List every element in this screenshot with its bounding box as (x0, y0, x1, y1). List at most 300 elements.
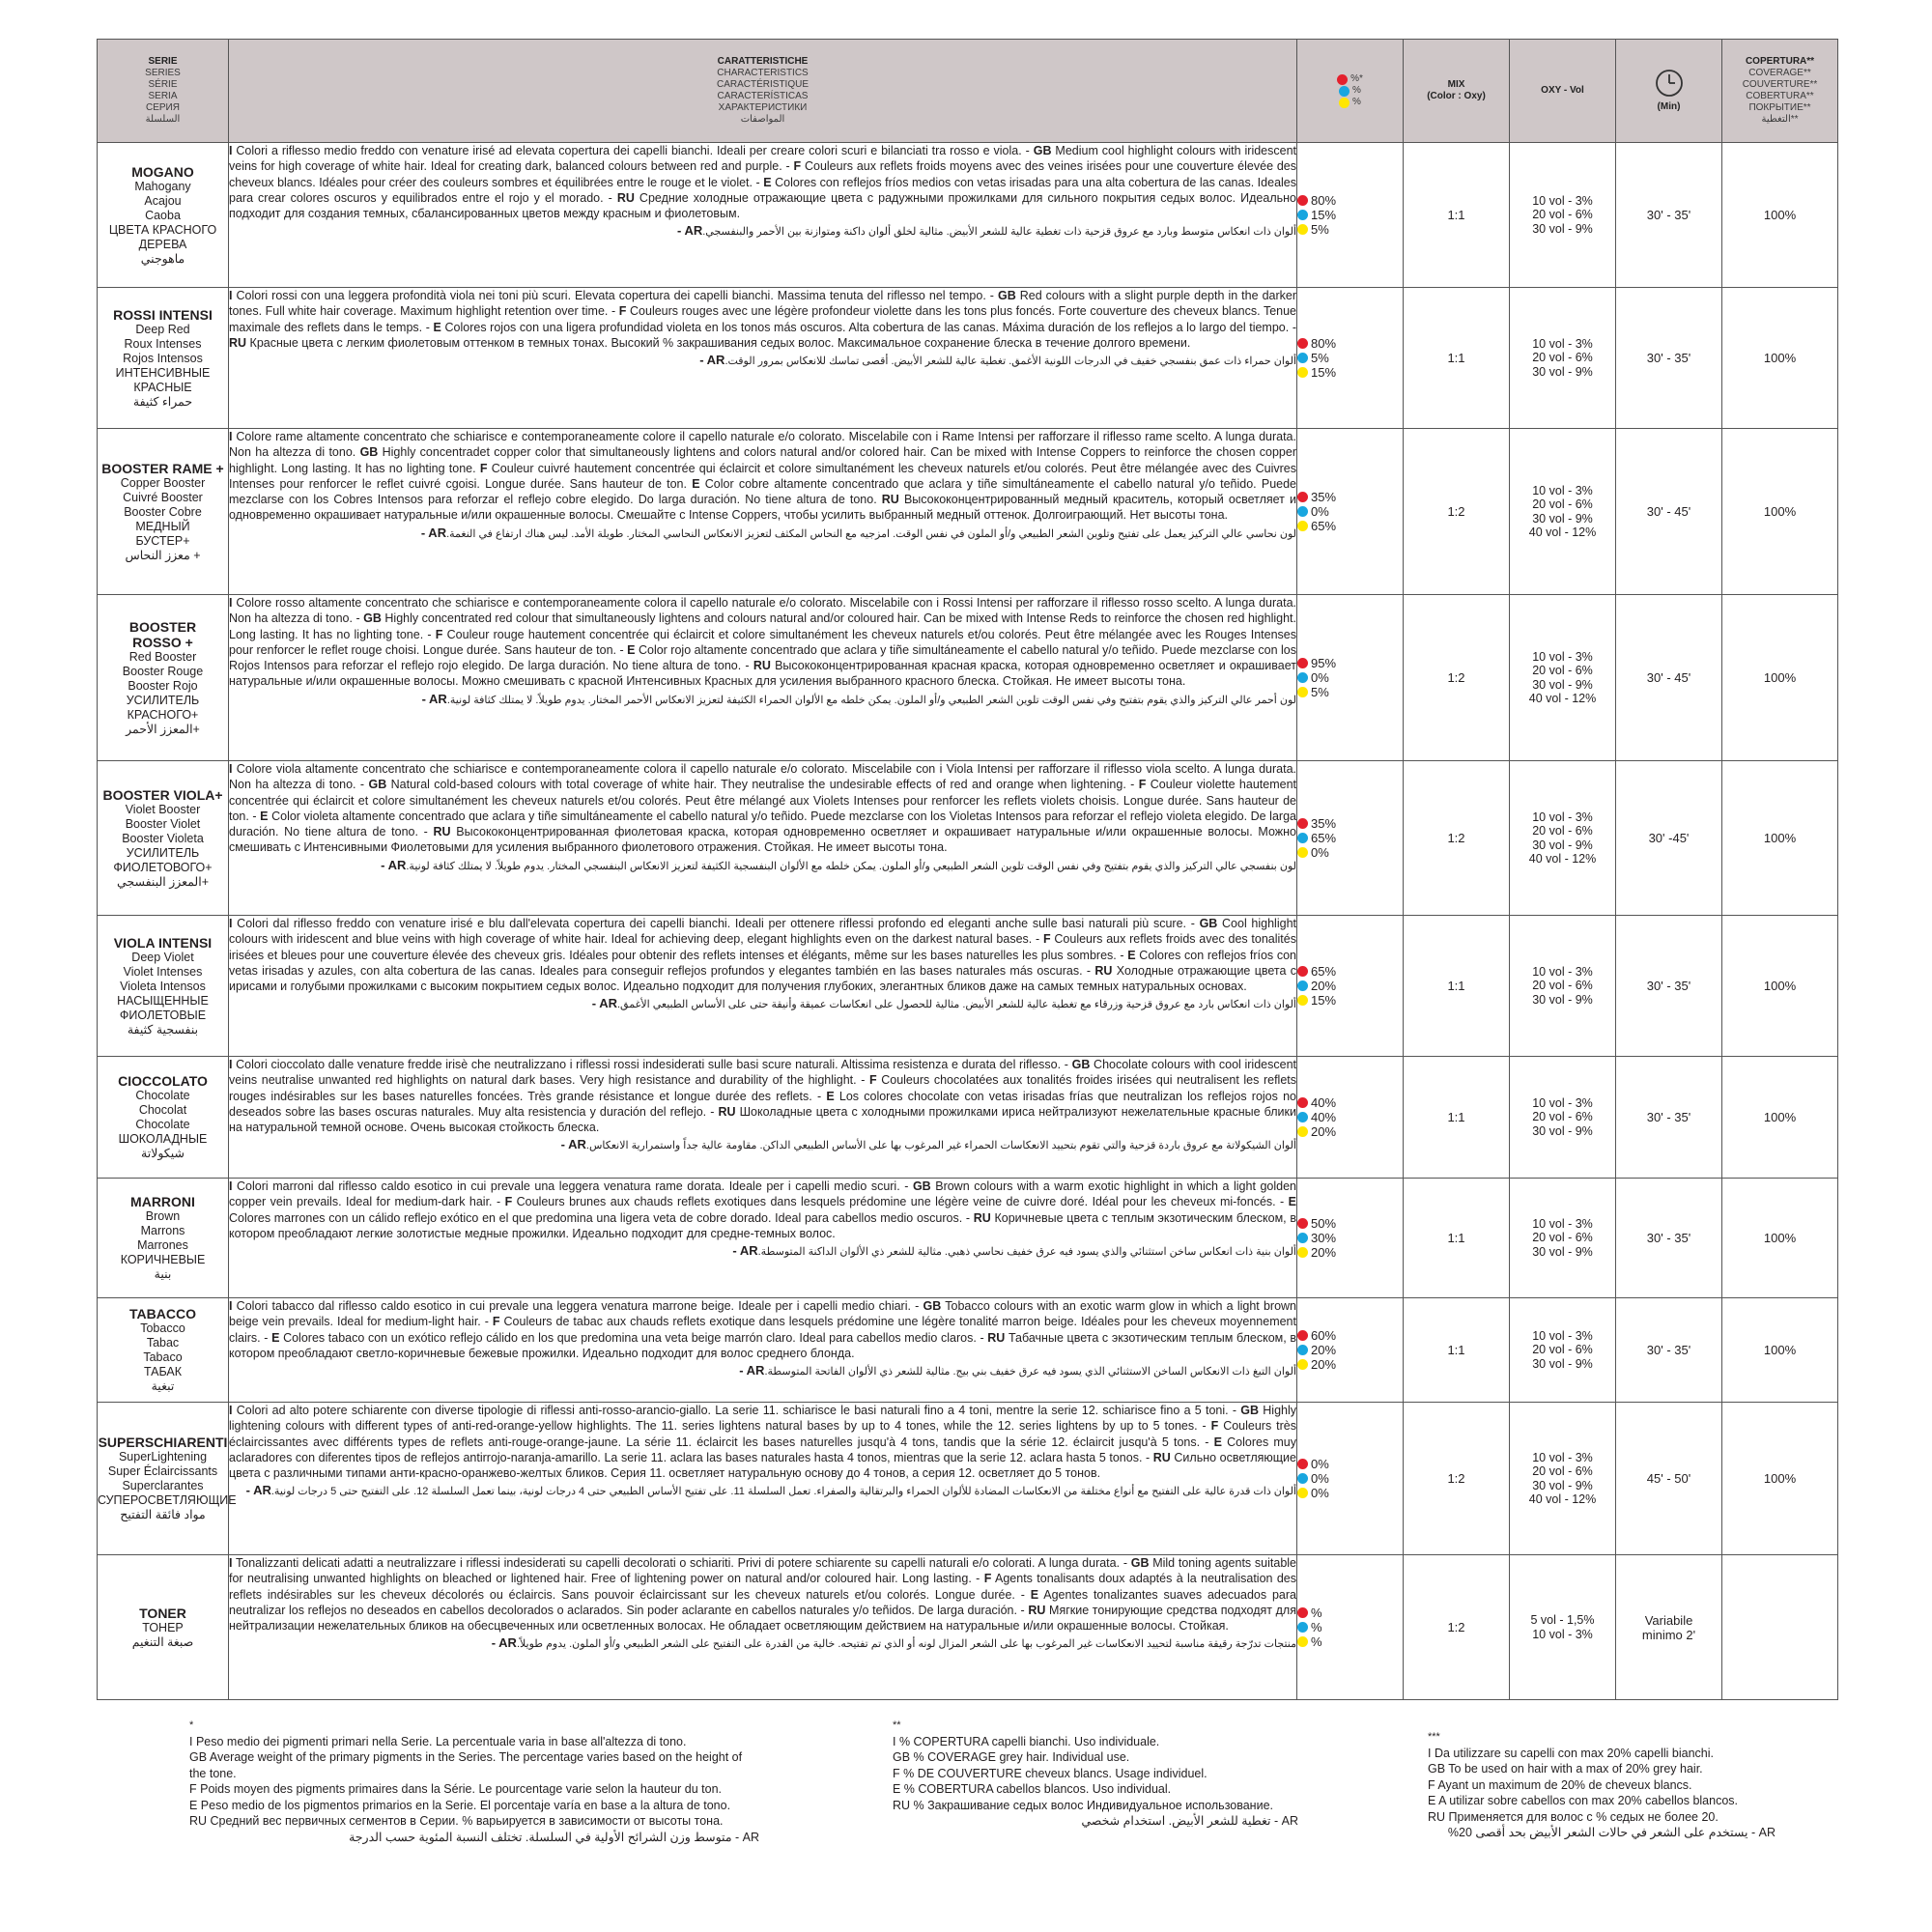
pigment-pct-value: 40% (1311, 1110, 1337, 1124)
table-row (98, 761, 1838, 916)
series-name-cell (98, 1555, 229, 1700)
pigment-pct-cell (1297, 1057, 1404, 1179)
arabic-description: ألوان ذات انعكاس بارد مع عروق قزحية وزرقاء مع تغطية عالية للشعر الأبيض. مثالية للحصول على انعكاسات عميقة وأنيقة حتى على الأساس الطبيعي الأغمق. (617, 999, 1296, 1011)
table-row (98, 1403, 1838, 1555)
oxy-volume: 20 vol - 6% (1532, 208, 1593, 222)
table-row (98, 916, 1838, 1057)
arabic-label: - AR (732, 1243, 758, 1259)
arabic-label: - AR (381, 857, 407, 872)
series-alias: ДЕРЕВА (138, 237, 187, 251)
yellow-dot-icon (1297, 521, 1308, 531)
coverage-value: 100% (1722, 429, 1838, 595)
oxy-volumes-cell (1510, 429, 1616, 595)
arabic-description: لون أحمر عالي التركيز والذي يقوم بتفتيح وفي نفس الوقت تلوين الشعر الطبيعي و/أو الملون. يمكن خلطه مع الألوان الحمراء الكثيفة لتعزيز الانعكاس الأحمر المختار. يدوم طويلاً. لا يمتلك كثافة لونية. (446, 694, 1296, 706)
oxy-volume: 10 vol - 3% (1532, 964, 1593, 979)
processing-time: 30' - 35' (1616, 1057, 1722, 1179)
series-alias: Deep Red (135, 322, 190, 336)
processing-time: 30' - 45' (1616, 429, 1722, 595)
arabic-label: - AR (560, 1137, 586, 1152)
pigment-pct-value: 0% (1311, 504, 1329, 519)
mix-ratio: 1:1 (1404, 1057, 1510, 1179)
series-name: CIOCCOLATO (118, 1073, 208, 1089)
arabic-text (229, 1484, 1296, 1498)
series-alias: КОРИЧНЕВЫЕ (120, 1253, 206, 1266)
series-alias: СУПЕРОСВЕТЛЯЮЩИЕ (98, 1493, 237, 1507)
header-serie: SERIE SERIES SÉRIE SERIA СЕРИЯ السلسلة (98, 40, 229, 143)
cyan-dot-icon (1297, 833, 1308, 843)
mix-ratio: 1:1 (1404, 143, 1510, 288)
mix-ratio: 1:2 (1404, 1555, 1510, 1700)
oxy-volume: 10 vol - 3% (1532, 1216, 1593, 1231)
pigment-pct-value: 50% (1311, 1216, 1337, 1231)
red-dot-icon (1297, 1459, 1308, 1469)
coverage-value: 100% (1722, 916, 1838, 1057)
mix-ratio: 1:1 (1404, 1298, 1510, 1403)
characteristics-cell (229, 1555, 1297, 1700)
series-name: TABACCO (129, 1306, 196, 1321)
series-alias: ШОКОЛАДНЫЕ (118, 1132, 208, 1146)
series-alias: МЕДНЫЙ (135, 519, 190, 533)
arabic-description: ألوان ذات قدرة عالية على التفتيح مع أنواع مختلفة من الانعكاسات المضادة للألوان الحمراء والبرتقالية والصفراء. تعمل السلسلة 11. على تفتيح الأساس الطبيعي حتى 4 درجات لونية، بينما تعمل السلسلة 12. على التفتيح حتى 5 درجات لونية. (270, 1486, 1296, 1498)
characteristics-text: I Colore viola altamente concentrato che schiarisce e contemporaneamente colora il capello naturale e/o colorato. Miscelabile con i Viola Intensi per rafforzare il riflesso viola scelto. A lunga durata. Non ha altezza di tono. - GB Natural cold-based colours with total coverage of white hair. They neutralise the undesirable effects of red and orange when lightening. - F Couleur violette hautement concentrée qui éclaircit et colore simultanément les cheveux naturels et/ou colorés. Peut être mélangé aux Violets Intenses pour renforcer les reflets violets choisis. Longue durée. Sans hauteur de ton. - E Color violeta altamente concentrado que aclara y tiñe simultáneamente el cabello natural y/o teñido. Puede mezclarse con los Violetas Intensos para reforzar el reflejo violeta elegido. De larga duración. No tiene altura de tono. - RU Высококонцентрированная фиолетовая краска, которая одновременно осветляет и окрашивает натуральные и/или окрашенные волосы. Можно смешивать с Интенсивными Фиолетовыми для усиления выбранного фиолетового отражения. Стойкая. Не имеет высоты тона. (229, 762, 1296, 855)
processing-time: 30' - 35' (1616, 916, 1722, 1057)
series-name: BOOSTER RAME + (101, 460, 224, 476)
oxy-volume: 10 vol - 3% (1532, 336, 1593, 351)
oxy-volume: 5 vol - 1,5% (1530, 1613, 1595, 1627)
oxy-volume: 30 vol - 9% (1532, 677, 1593, 692)
cyan-dot-icon (1297, 672, 1308, 683)
oxy-volume: 10 vol - 3% (1532, 1450, 1593, 1464)
series-name-cell (98, 1403, 237, 1555)
pigment-pct-value: 40% (1311, 1095, 1337, 1110)
oxy-volumes-cell (1510, 1555, 1616, 1700)
oxy-volume: 20 vol - 6% (1532, 979, 1593, 993)
series-alias: Marrones (137, 1238, 188, 1252)
pigment-pct-value: 35% (1311, 490, 1337, 504)
arabic-label: - AR (591, 996, 617, 1011)
pigment-pct-value: 0% (1311, 1471, 1329, 1486)
series-alias: КРАСНЫЕ (133, 380, 192, 394)
oxy-volume: 20 vol - 6% (1532, 824, 1593, 838)
arabic-text (229, 997, 1296, 1011)
series-alias: Booster Rojo (128, 678, 198, 693)
mix-ratio: 1:2 (1404, 595, 1510, 761)
arabic-description: ألوان ذات انعكاس متوسط وبارد مع عروق قزحية ذات تغطية عالية للشعر الأبيض. مثالية لخلق ألوان داكنة ومتوازنة بين الأحمر والبنفسجي. (702, 226, 1296, 239)
oxy-volume: 10 vol - 3% (1532, 1328, 1593, 1343)
series-alias: Violet Intenses (123, 964, 203, 979)
series-alias: صبغة التنغيم (131, 1634, 194, 1649)
series-name: SUPERSCHIARENTI (98, 1435, 228, 1450)
yellow-dot-icon (1297, 1126, 1308, 1137)
coverage-value: 100% (1722, 761, 1838, 916)
series-name: MARRONI (130, 1194, 195, 1209)
oxy-volume: 10 vol - 3% (1532, 1627, 1593, 1641)
pigment-pct-value: 0% (1311, 845, 1329, 860)
cyan-dot-icon (1297, 1233, 1308, 1243)
characteristics-text: I Colore rosso altamente concentrato che schiarisce e contemporaneamente colora il capello naturale e/o colorato. Miscelabile con i Rossi Intensi per rafforzare il riflesso rosso scelto. A lunga durata. Non ha altezza di tono. - GB Highly concentrated red colour that simultaneously lightens and colours natural and/or coloured hair. Can be mixed with Intense Reds to reinforce the chosen red highlight. Long lasting. It has no lighting tone. - F Couleur rouge hautement concentrée qui éclaircit et colore simultanément les cheveux naturels et/ou colorés. Peut être mélangée avec les Rouges Intenses pour renforcer le reflet rouge choisi. Longue durée. Sans hauteur de ton. - E Color rojo altamente concentrado que aclara y tiñe simultáneamente el cabello natural y/o teñido. Puede mezclarse con los Rojos Intensos para reforzar el reflejo rojo elegido. De larga duración. No tiene altura de tono. - RU Высококонцентрированная красная краска, которая одновременно осветляет и окрашивает натуральные и/или окрашенные волосы. Можно смешивать с красной Интенсивных Красных для усиления выбранного красного блеска. Стойкая. Не имеет высоты тона. (229, 596, 1297, 689)
series-alias: Caoba (145, 208, 181, 222)
coverage-value: 100% (1722, 1298, 1838, 1403)
coverage-value: 100% (1722, 1179, 1838, 1298)
pigment-pct-value: 80% (1311, 336, 1337, 351)
series-alias: ТАБАК (143, 1365, 183, 1378)
footnote-pigment-weight: * I Peso medio dei pigmenti primari nella Serie. La percentuale varia in base all'altezza di tono. GB Average weight of the primary pigments in the Series. The percentage varies based on the height of the tone. F Poids moyen des pigments primaires dans la Série. Le pourcentage varie selon la hauteur du ton. E Peso medio de los pigmentos primarios en la Serie. El porcentaje varía en base a la altura de tono. RU Средний вес первичных сегментов в Серии. % варьируется в зависимости от высоты тона. AR - متوسط وزن الشرائح الأولية في السلسلة. تختلف النسبة المئوية حسب الدرجة (189, 1719, 759, 1844)
pigment-pct-value: 15% (1311, 993, 1337, 1008)
pigment-pct-cell (1297, 1555, 1404, 1700)
product-table (97, 39, 1838, 1700)
pigment-pct-value: 65% (1311, 831, 1337, 845)
oxy-volumes-cell (1510, 916, 1616, 1057)
red-dot-icon (1297, 1607, 1308, 1618)
table-row (98, 1555, 1838, 1700)
pigment-pct-cell (1297, 761, 1404, 916)
arabic-text (229, 693, 1296, 707)
oxy-volume: 20 vol - 6% (1532, 351, 1593, 365)
coverage-value: 100% (1722, 1057, 1838, 1179)
header-caratteristiche: CARATTERISTICHE CHARACTERISTICS CARACTÉRISTIQUE CARACTERÍSTICAS ХАРАКТЕРИСТИКИ المواصفات (229, 40, 1297, 143)
processing-time: 30' - 35' (1616, 1298, 1722, 1403)
cyan-dot-icon (1297, 1112, 1308, 1122)
arabic-text (229, 859, 1296, 873)
yellow-dot-icon (1297, 367, 1308, 378)
oxy-volume: 20 vol - 6% (1532, 1464, 1593, 1478)
arabic-description: لون نحاسي عالي التركيز يعمل على تفتيح وتلوين الشعر الطبيعي و/أو الملون في نفس الوقت. امزجيه مع النحاس المكثف لتعزيز الانعكاس النحاسي المختار. طويلة الأمد. ليس هناك ارتفاع في النغمة. (446, 527, 1296, 540)
series-alias: المعزز الأحمر+ (126, 722, 200, 736)
oxy-volumes-cell (1510, 1403, 1616, 1555)
red-dot-icon (1297, 338, 1308, 349)
cyan-dot-icon (1339, 86, 1350, 97)
characteristics-cell (229, 916, 1297, 1057)
arabic-description: ألوان حمراء ذات عمق بنفسجي خفيف في الدرجات اللونية الأغمق. تغطية عالية للشعر الأبيض. أقصى تماسك للانعكاس بمرور الوقت. (724, 355, 1296, 368)
red-dot-icon (1297, 818, 1308, 829)
series-alias: Mahogany (134, 179, 191, 193)
series-alias: ТОНЕР (142, 1620, 184, 1634)
table-row (98, 595, 1838, 761)
series-name: VIOLA INTENSI (113, 934, 213, 951)
series-alias: بنية (154, 1267, 172, 1281)
series-alias: Violeta Intensos (120, 979, 206, 993)
table-header-row (98, 40, 1838, 143)
series-alias: Super Éclaircissants (107, 1464, 218, 1478)
yellow-dot-icon (1297, 687, 1308, 697)
table-row (98, 1179, 1838, 1298)
oxy-volume: 30 vol - 9% (1532, 221, 1593, 236)
series-alias: Chocolate (135, 1118, 190, 1131)
series-name-cell (98, 1179, 229, 1298)
arabic-description: ألوان بنية ذات انعكاس ساخن استثنائي والذي يسود فيه عرق خفيف نحاسي ذهبي. مثالية للشعر ذي الألوان الداكنة المتوسطة. (757, 1246, 1296, 1259)
cyan-dot-icon (1297, 1473, 1308, 1484)
oxy-volumes-cell (1510, 761, 1616, 916)
arabic-text (229, 224, 1296, 239)
cyan-dot-icon (1297, 353, 1308, 363)
pigment-pct-value: 20% (1311, 1343, 1337, 1357)
table-row (98, 1057, 1838, 1179)
yellow-dot-icon (1297, 1359, 1308, 1370)
series-alias: БУСТЕР+ (135, 533, 190, 548)
series-alias: УСИЛИТЕЛЬ (126, 693, 200, 707)
series-name: BOOSTER ROSSO + (128, 618, 197, 650)
pigment-pct-value: 80% (1311, 193, 1337, 208)
characteristics-text: I Colore rame altamente concentrato che schiarisce e contemporaneamente colore il capello naturale e/o colorato. Miscelabile con i Rame Intensi per rafforzare il riflesso rame scelto. A lunga durata. Non ha altezza di tono. GB Highly concentradet copper color that simultaneously lightens and colors natural and/or colored hair. Can be mixed with Intense Coppers to reinforce the chosen copper highlight. Long lasting. It has no lighting tone. F Couleur cuivré hautement concentrée qui éclaircit et colore simultanément les cheveux naturels et/ou colorés. Peut être mélangée avec des Cuivres Intenses pour renforcer le reflet cuivré cgoisi. Longue durée. Sans hauteur de ton. E Color cobre altamente concentrado que aclara y tiñe simultáneamente el cabello natural y/o teñido. Puede mezclarse con los Cobres Intensos para reforzar el reflejo cobre elegido. Do larga duración. No tiene altura de tono. RU Высококонцентрированный медный краситель, который осветляет и одновременно окрашивает натуральные и/или окрашенные волосы. Смешайте с Intense Coppers, чтобы усилить выбранный медный оттенок. Долгоиграющий. Нет высоты тона. (229, 430, 1297, 523)
pigment-pct-cell (1297, 1403, 1404, 1555)
series-name-cell (98, 1298, 229, 1403)
red-dot-icon (1297, 1330, 1308, 1341)
oxy-volumes-cell (1510, 595, 1616, 761)
series-alias: Marrons (140, 1224, 185, 1237)
oxy-volume: 40 vol - 12% (1528, 526, 1597, 539)
yellow-dot-icon (1339, 98, 1350, 108)
oxy-volume: 10 vol - 3% (1532, 649, 1593, 664)
processing-time: 30' - 45' (1616, 595, 1722, 761)
series-name: TONER (139, 1605, 186, 1621)
pigment-pct-value: 20% (1311, 1245, 1337, 1260)
oxy-volume: 30 vol - 9% (1532, 1244, 1593, 1259)
pigment-pct-value: 20% (1311, 979, 1337, 993)
series-name-cell (98, 761, 229, 916)
processing-time: 30' - 35' (1616, 288, 1722, 429)
series-name: BOOSTER VIOLA+ (102, 786, 223, 803)
pigment-pct-value: 30% (1311, 1231, 1337, 1245)
series-alias: Deep Violet (131, 950, 194, 964)
arabic-label: - AR (739, 1363, 765, 1378)
pigment-pct-value: 60% (1311, 1328, 1337, 1343)
red-dot-icon (1297, 658, 1308, 668)
table-body (98, 143, 1838, 1700)
characteristics-text: I Tonalizzanti delicati adatti a neutralizzare i riflessi indesiderati su capelli decolorati o schiariti. Privi di potere schiarente su capelli naturali e/o colorati. A lunga durata. - GB Mild toning agents suitable for neutralising unwanted highlights on bleached or lightened hair. Free of lightening power on natural and/or coloured hair. Long lasting. - F Agents tonalisants doux adaptés à la neutralisation des reflets indésirables sur les cheveux décolorés ou éclaircis. Sans pouvoir éclaircissant sur les cheveux naturels et/ou colorés. Longue durée. - E Agentes tonalizantes suaves adecuados para neutralizar los reflejos no deseados en cabellos decolorados o aclarados. Sin poder aclarante en cabellos naturales y/o teñidos. De larga duración. - RU Мягкие тонирующие средства подходят для нейтрализации нежелательных бликов на обесцвеченных или осветленных волосах. Не обладает осветляющим действием на натуральные и/или окрашенные волосы. Стойкая. (229, 1556, 1296, 1634)
pigment-pct-value: 95% (1311, 656, 1337, 670)
arabic-description: ألوان الشيكولاتة مع عروق باردة قزحية والتي تقوم بتحييد الانعكاسات الحمراء غير المرغوب بها على الأساس الطبيعي الداكن. مقاومة عالية جداً واستمرارية الانعكاس. (585, 1140, 1296, 1152)
arabic-label: - AR (245, 1483, 271, 1498)
pigment-pct-value: 5% (1311, 222, 1329, 237)
arabic-label: - AR (421, 691, 447, 706)
pigment-pct-value: 65% (1311, 964, 1337, 979)
series-alias: УСИЛИТЕЛЬ (126, 845, 200, 860)
series-alias: Roux Intenses (124, 336, 202, 351)
characteristics-text: I Colori a riflesso medio freddo con venature irisé ad elevata copertura dei capelli bianchi. Ideali per creare colori scuri e bilanciati tra rosso e viola. - GB Medium cool highlight colours with iridescent veins for high coverage of white hair. Ideal for creating dark, balanced colours between red and purple. - F Couleurs aux reflets froids moyens avec des veines irisées pour une couverture élevée des cheveux blancs. Idéales pour créer des couleurs sombres et équilibrées entre le rouge et le violet. - E Colores con reflejos fríos medios con vetas irisadas para una alta cobertura de las canas. Ideales para crear colores oscuros y equilibrados entre el rojo y el morado. - RU Средние холодные отражающие цвета с радужными прожилками для сильного покрытия седых волос. Идеально подходит для создания темных, сбалансированных цветов между красным и фиолетовым. (229, 144, 1297, 221)
pigment-pct-cell (1297, 1298, 1404, 1403)
mix-ratio: 1:2 (1404, 429, 1510, 595)
pigment-pct-cell (1297, 1179, 1404, 1298)
header-mix: MIX (Color : Oxy) (1404, 40, 1510, 143)
table-row (98, 143, 1838, 288)
series-alias: Cuivré Booster (123, 490, 203, 504)
oxy-volume: 20 vol - 6% (1532, 1110, 1593, 1124)
series-alias: المعزز البنفسجي+ (116, 874, 210, 889)
characteristics-cell (229, 288, 1297, 429)
characteristics-cell (229, 1057, 1297, 1179)
series-name-cell (98, 143, 229, 288)
processing-time: 30' -45' (1616, 761, 1722, 916)
coverage-value (1722, 1555, 1838, 1700)
red-dot-icon (1337, 74, 1348, 85)
series-alias: Booster Rouge (122, 664, 204, 678)
oxy-volume: 20 vol - 6% (1532, 1231, 1593, 1245)
arabic-description: ألوان التبغ ذات الانعكاس الساخن الاستثنائي الذي يسود فيه عرق خفيف بني بيج. مثالية للشعر ذي الألوان الفاتحة المتوسطة. (764, 1366, 1296, 1378)
series-alias: Superclarantes (122, 1479, 204, 1492)
arabic-label: - AR (676, 223, 703, 239)
series-name-cell (98, 429, 229, 595)
yellow-dot-icon (1297, 847, 1308, 858)
pigment-pct-value: 15% (1311, 208, 1337, 222)
series-alias: Copper Booster (120, 475, 206, 490)
oxy-volume: 40 vol - 12% (1528, 1492, 1597, 1506)
processing-time: 45' - 50' (1616, 1403, 1722, 1555)
oxy-volume: 10 vol - 3% (1532, 810, 1593, 824)
coverage-value: 100% (1722, 288, 1838, 429)
processing-time: 30' - 35' (1616, 1179, 1722, 1298)
pigment-pct-value: 20% (1311, 1357, 1337, 1372)
cyan-dot-icon (1297, 1622, 1308, 1633)
arabic-text (229, 1364, 1296, 1378)
characteristics-cell (229, 143, 1297, 288)
coverage-value: 100% (1722, 143, 1838, 288)
header-time: (Min) (1616, 40, 1722, 143)
series-alias: Chocolate (135, 1089, 190, 1102)
oxy-volume: 20 vol - 6% (1532, 1343, 1593, 1357)
cyan-dot-icon (1297, 980, 1308, 991)
oxy-volume: 30 vol - 9% (1532, 1478, 1593, 1492)
pigment-pct-cell (1297, 288, 1404, 429)
series-alias: НАСЫЩЕННЫЕ (117, 993, 209, 1008)
oxy-volumes-cell (1510, 288, 1616, 429)
arabic-description: لون بنفسجي عالي التركيز والذي يقوم بتفتيح وفي نفس الوقت تلوين الشعر الطبيعي و/أو الملون. يمكن خلطه مع الألوان البنفسجية الكثيفة لتعزيز الانعكاس البنفسجي المختار. يدوم طويلاً. لا يمتلك كثافة لونية. (406, 860, 1296, 872)
cyan-dot-icon (1297, 1345, 1308, 1355)
yellow-dot-icon (1297, 995, 1308, 1006)
processing-time: 30' - 35' (1616, 143, 1722, 288)
pigment-pct-value: 35% (1311, 816, 1337, 831)
pigment-pct-value: 5% (1311, 351, 1329, 365)
series-alias: Acajou (144, 193, 182, 208)
series-alias: ماهوجني (140, 251, 185, 266)
coverage-value: 100% (1722, 595, 1838, 761)
series-alias: Chocolat (138, 1103, 187, 1117)
pigment-pct-cell (1297, 143, 1404, 288)
pigment-pct-value: % (1311, 1634, 1322, 1649)
oxy-volumes-cell (1510, 1057, 1616, 1179)
yellow-dot-icon (1297, 224, 1308, 235)
pigment-pct-value: % (1311, 1605, 1322, 1620)
characteristics-text: I Colori dal riflesso freddo con venature irisé e blu dall'elevata copertura dei capelli bianchi. Ideali per ottenere riflessi profondo ed eleganti anche sulle basi naturali più scure. - GB Cool highlight colours with iridescent and blue veins with high coverage of white hair. Ideal for achieving deep, elegant highlights even on the darkest natural bases. - F Couleurs aux reflets froids avec des tonalités irisées et bleues pour une couverture élevée des cheveux gris. Idéales pour obtenir des reflets intenses et élégants, même sur les bases naturelles les plus sombres. - E Colores con reflejos fríos con vetas irisadas y azules, con alta cobertura de las canas. Ideales para conseguir reflejos profundos y elegantes también en las bases naturales más oscuras. - RU Холодные отражающие цвета с ирисами и голубыми прожилками с высоким покрытием седых волос. Идеально подходит для получения глубоких, элегантных бликов даже на самых темных натуральных основах. (229, 917, 1296, 994)
yellow-dot-icon (1297, 1636, 1308, 1647)
series-name: ROSSI INTENSI (113, 306, 213, 323)
series-alias: Booster Cobre (124, 504, 202, 519)
series-alias: ФИОЛЕТОВОГО+ (113, 860, 213, 874)
series-name-cell (98, 595, 229, 761)
series-alias: ЦВЕТА КРАСНОГО (108, 222, 217, 237)
oxy-volume: 30 vol - 9% (1532, 992, 1593, 1007)
mix-ratio: 1:1 (1404, 288, 1510, 429)
characteristics-cell (229, 761, 1297, 916)
series-name-cell (98, 916, 229, 1057)
series-alias: Violet Booster (125, 802, 201, 816)
arabic-text (229, 354, 1296, 368)
oxy-volume: 30 vol - 9% (1532, 838, 1593, 852)
mix-ratio: 1:2 (1404, 1403, 1510, 1555)
oxy-volume: 10 vol - 3% (1532, 1095, 1593, 1110)
series-alias: Brown (145, 1209, 181, 1223)
series-alias: معزز النحاس + (125, 548, 201, 562)
series-alias: Booster Violeta (122, 831, 204, 845)
characteristics-cell (229, 595, 1297, 761)
series-alias: Booster Violet (125, 816, 201, 831)
oxy-volume: 20 vol - 6% (1532, 664, 1593, 677)
oxy-volume: 10 vol - 3% (1532, 483, 1593, 497)
characteristics-text: I Colori rossi con una leggera profondità viola nei toni più scuri. Elevata copertura dei capelli bianchi. Massima tenuta del riflesso nel tempo. - GB Red colours with a slight purple depth in the darker tones. Full white hair coverage. Maximum highlight retention over time. - F Couleurs rouges avec une légère profondeur violette dans les tons plus foncés. Forte couverture des cheveux blancs. Tenue maximale des reflets dans le temps. - E Colores rojos con una ligera profundidad violeta en los tonos más oscuros. Alta cobertura de las canas. Máxima duración de los reflejos a lo largo del tiempo. - RU Красные цвета с легким фиолетовым оттенком в темных тонах. Высокий % закрашивания седых волос. Максимальное сохранение блеска в течение долгого времени. (229, 289, 1297, 350)
series-alias: Tobacco (140, 1321, 185, 1335)
red-dot-icon (1297, 966, 1308, 977)
cyan-dot-icon (1297, 506, 1308, 517)
series-alias: ИНТЕНСИВНЫЕ (115, 365, 211, 380)
series-alias: SuperLightening (118, 1450, 208, 1463)
series-alias: مواد فائقة التفتيح (120, 1508, 206, 1521)
series-name-cell (98, 1057, 229, 1179)
arabic-text (229, 1636, 1296, 1651)
arabic-text (229, 526, 1296, 541)
oxy-volumes-cell (1510, 1298, 1616, 1403)
red-dot-icon (1297, 1097, 1308, 1108)
series-alias: بنفسجية كثيفة (127, 1022, 199, 1037)
series-name-cell (98, 288, 229, 429)
characteristics-text: I Colori ad alto potere schiarente con diverse tipologie di riflessi anti-rosso-arancio-giallo. La serie 11. schiarisce le basi naturali fino a 4 toni, mentre la serie 12. schiarisce fino a 5 toni. - GB Highly lightening colours with different types of anti-red-orange-yellow highlights. The 11. series lightens natural bases by up to 4 tones, while the 12. series lightens by up to 5 tones. - F Couleurs très éclaircissantes avec différents types de reflets anti-rouge-orange-jaune. La série 11. éclaircit les bases naturelles jusqu'à 4 tons, tandis que la série 12. éclaircit jusqu'à 5 tons. - E Colores muy aclaradores con diferentes tipos de reflejos antirrojo-naranja-amarillo. La serie 11. aclara las bases naturales hasta 4 tonos, mientras que la serie 12. aclara hasta 5 tonos. - RU Сильно осветляющие цвета с различными типами анти-красно-оранжево-желтых бликов. Серия 11. осветляет натуральную основу до 4 тонов, а серия 12. осветляет до 5 тонов. (229, 1404, 1296, 1481)
table-row (98, 1298, 1838, 1403)
pigment-pct-value: 65% (1311, 519, 1337, 533)
characteristics-text: I Colori marroni dal riflesso caldo esotico in cui prevale una leggera venatura rame dorata. Ideale per i capelli medio scuri. - GB Brown colours with a warm exotic highlight in which a light golden copper vein prevails. Ideal for medium-dark hair. - F Couleurs brunes aux chauds reflets exotiques dans lesquels prédomine une légère veine de cuivre doré. Idéal pour les cheveux mi-foncés. - E Colores marrones con un cálido reflejo exótico en el que predomina una ligera veta de cobre dorado. Ideal para cabellos medio oscuros. - RU Коричневые цвета с теплым экзотическим блеском, в котором преобладают легкие золотистые медные прожилки. Идеально подходит для средне-темных волос. (229, 1179, 1296, 1240)
footnote-coverage: ** I % COPERTURA capelli bianchi. Uso individuale. GB % COVERAGE grey hair. Individual use. F % DE COUVERTURE cheveux blancs. Usage individuel. E % COBERTURA cabellos blancos. Uso individual. RU % Закрашивание седых волос Индивидуальное использование. AR - تغطية للشعر الأبيض. استخدام شخصي (893, 1719, 1298, 1828)
red-dot-icon (1297, 492, 1308, 502)
header-pigment-pct: %* % % (1297, 40, 1404, 143)
oxy-volume: 40 vol - 12% (1528, 852, 1597, 866)
characteristics-text: I Colori tabacco dal riflesso caldo esotico in cui prevale una leggera venatura marrone beige. Ideale per i capelli medio chiari. - GB Tobacco colours with an exotic warm glow in which a light brown beige vein prevails. Ideal for medium-light hair. - F Couleurs de tabac aux chauds reflets exotique dans lesquels prédomine une légère tonalité marron beige. Idéales pour les cheveux moyennement clairs. - E Colores tabaco con un exótico reflejo cálido en los que predomina una veta beige marrón claro. Ideal para cabellos medio claros. - RU Табачные цвета с экзотическим теплым блеском, в котором преобладают светло-коричневые бежевые прожилки. Идеально подходит для волос среднего блонда. (229, 1299, 1297, 1360)
cyan-dot-icon (1297, 210, 1308, 220)
pigment-pct-value: 0% (1311, 1457, 1329, 1471)
series-alias: حمراء كثيفة (132, 394, 193, 409)
yellow-dot-icon (1297, 1247, 1308, 1258)
red-dot-icon (1297, 1218, 1308, 1229)
pigment-pct-value: 0% (1311, 670, 1329, 685)
series-alias: تبغية (151, 1379, 175, 1393)
mix-ratio: 1:2 (1404, 761, 1510, 916)
series-alias: Rojos Intensos (123, 351, 203, 365)
header-copertura: COPERTURA** COVERAGE** COUVERTURE** COBERTURA** ПОКРЫТИЕ** التغطية** (1722, 40, 1838, 143)
pigment-pct-value: 5% (1311, 685, 1329, 699)
pigment-pct-value: 0% (1311, 1486, 1329, 1500)
oxy-volume: 20 vol - 6% (1532, 497, 1593, 511)
arabic-label: - AR (420, 525, 447, 540)
header-oxy: OXY - Vol (1510, 40, 1616, 143)
mix-ratio: 1:1 (1404, 916, 1510, 1057)
oxy-volume: 30 vol - 9% (1532, 364, 1593, 379)
series-alias: Tabac (146, 1336, 180, 1350)
series-alias: شيكولاتة (141, 1147, 185, 1160)
series-alias: Red Booster (128, 649, 197, 664)
series-alias: ФИОЛЕТОВЫЕ (119, 1008, 207, 1022)
clock-icon (1655, 69, 1684, 98)
oxy-volumes-cell (1510, 1179, 1616, 1298)
series-alias: КРАСНОГО+ (127, 707, 199, 722)
arabic-label: - AR (491, 1635, 517, 1651)
processing-time: Variabile minimo 2' (1616, 1555, 1722, 1700)
arabic-text (229, 1244, 1296, 1259)
oxy-volume: 10 vol - 3% (1532, 193, 1593, 208)
characteristics-cell (229, 1298, 1297, 1403)
red-dot-icon (1297, 195, 1308, 206)
series-name: MOGANO (131, 163, 194, 180)
oxy-volume: 40 vol - 12% (1528, 692, 1597, 705)
oxy-volume: 30 vol - 9% (1532, 511, 1593, 526)
footnote-grey-hair-limit: *** I Da utilizzare su capelli con max 20% capelli bianchi. GB To be used on hair with a max of 20% grey hair. F Ayant un maximum de 20% de cheveux blancs. E A utilizar sobre cabellos con max 20% cabellos blancos. RU Применяется для волос с % седых не более 20. AR - يستخدم على الشعر في حالات الشعر الأبيض بحد أقصى 20% (1428, 1731, 1776, 1839)
pigment-pct-value: 15% (1311, 365, 1337, 380)
series-alias: Tabaco (143, 1350, 183, 1364)
